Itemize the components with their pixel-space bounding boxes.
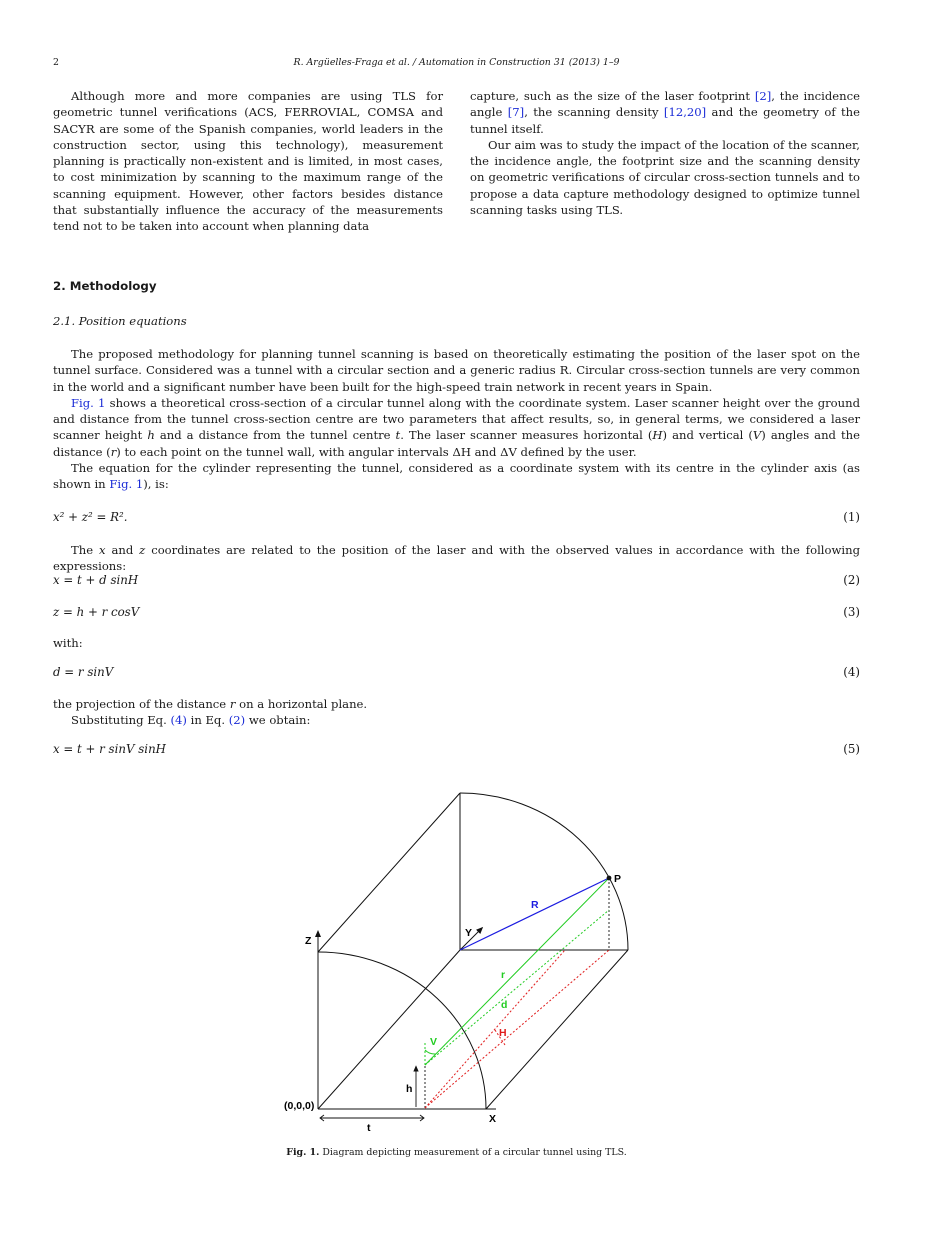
citation-link[interactable]: [12,20] — [663, 105, 707, 120]
origin-label: (0,0,0) — [284, 1100, 315, 1112]
radius-line — [460, 878, 609, 950]
x-axis-label: X — [489, 1113, 497, 1125]
figure-caption — [53, 1147, 860, 1158]
equation-3 — [53, 605, 860, 621]
subsection-title: 2.1. Position equations — [53, 314, 187, 328]
top-edge-line — [318, 793, 460, 952]
h-angle-label: H — [499, 1027, 507, 1039]
body-block-3 — [53, 635, 860, 651]
v-angle-label: V — [430, 1036, 438, 1048]
d-line — [425, 910, 609, 1065]
equation-expression: x = t + r sinV sinH — [53, 742, 166, 756]
equation-link[interactable]: (4) — [170, 713, 187, 728]
equation-2 — [53, 573, 860, 589]
body-paragraph-6: Substituting Eq. (4) in Eq. (2) we obtain: — [71, 713, 311, 728]
running-head-citation: R. Argüelles-Fraga et al. / Automation in Construction 31 (2013) 1–9 — [293, 57, 620, 68]
point-p-marker — [607, 876, 612, 881]
radius-label: R — [531, 899, 539, 911]
running-header — [53, 57, 860, 71]
z-axis-label: Z — [305, 935, 312, 947]
page-number: 2 — [53, 57, 59, 68]
t-label: t — [367, 1122, 371, 1134]
body-block-2 — [53, 542, 860, 575]
caption-text: Diagram depicting measurement of a circular tunnel using TLS. — [319, 1147, 627, 1158]
body-paragraph-5: the projection of the distance r on a horizontal plane. — [53, 697, 368, 711]
equation-number: (5) — [843, 742, 860, 756]
y-axis-label: Y — [465, 927, 473, 939]
figure-link[interactable]: Fig. 1 — [71, 395, 106, 410]
equation-number: (4) — [843, 665, 860, 679]
height-label: h — [406, 1083, 413, 1095]
intro-paragraph-right-1: capture, such as the size of the laser footprint [2], the incidence angle [7], the scanning density [12,20] and the geometry of the tunnel itself. — [470, 89, 861, 136]
v-angle-arc — [425, 1050, 436, 1054]
intro-paragraph-left: Although more and more companies are using TLS for geometric tunnel verifications (ACS, FERROVIAL, COMSA and SACYR are some of the Spanish companies, world leaders in the construction sector, using this technology), measurement planning is practically non-existent and is limited, in most cases, to cost minimization by scanning to the maximum range of the scanning equipment. However, other factors besides distance that substantially influence the accuracy of the measurements tend not to be taken into account when planning data — [53, 89, 443, 234]
equation-expression: x = t + d sinH — [53, 573, 139, 587]
h-axis-line — [425, 950, 565, 1108]
caption-label: Fig. 1. — [286, 1147, 320, 1158]
with-text: with: — [53, 636, 83, 650]
equation-expression: z = h + r cosV — [53, 605, 140, 619]
citation-link[interactable]: [7] — [507, 105, 525, 120]
tunnel-outline — [318, 793, 628, 1109]
right-column — [470, 88, 860, 218]
distance-lines — [425, 878, 609, 1065]
horizontal-angle-lines — [425, 950, 609, 1108]
front-arc — [318, 952, 486, 1109]
equation-1 — [53, 510, 860, 526]
citation-link[interactable]: [2] — [754, 89, 772, 103]
equation-number: (3) — [843, 605, 860, 619]
section-title: 2. Methodology — [53, 279, 157, 293]
left-column — [53, 88, 443, 235]
equation-number: (1) — [843, 510, 860, 524]
body-block-4 — [53, 696, 860, 729]
d-label: d — [501, 999, 508, 1011]
dimension-lines — [320, 878, 609, 1121]
body-paragraph-1: The proposed methodology for planning tunnel scanning is based on theoretically estimating the position of the laser spot on the tunnel surface. Considered was a tunnel with a circular section and a generic radius R. Circular cross-section tunnels are very common in the world and a significant number have been built for the high-speed train network in recent years in Spain. — [53, 347, 860, 394]
figure-link[interactable]: Fig. 1 — [109, 477, 144, 492]
r-label: r — [501, 969, 506, 981]
body-paragraph-2: Fig. 1 shows a theoretical cross-section of a circular tunnel along with the coordinate system. Laser scanner height over the ground and distance from the tunnel cross-section centre are two parameters that affect results, so, in general terms, we considered a laser scanner height h and a distance from the tunnel centre t. The laser scanner measures horizontal (H) and vertical (V) angles and the distance (r) to each point on the tunnel wall, with angular intervals ΔH and ΔV defined by the user. — [53, 395, 861, 459]
intro-paragraph-right-2: Our aim was to study the impact of the location of the scanner, the incidence angle, the footprint size and the scanning density on geometric verifications of circular cross-section tunnels and to propose a data capture methodology designed to optimize tunnel scanning tasks using TLS. — [470, 137, 860, 218]
body-paragraph-3: The equation for the cylinder representing the tunnel, considered as a coordinate system with its centre in the cylinder axis (as shown in Fig. 1), is: — [53, 461, 860, 492]
bottom-edge-line — [486, 950, 628, 1109]
equation-number: (2) — [843, 573, 860, 587]
equation-expression: d = r sinV — [53, 665, 114, 679]
tunnel-diagram — [270, 788, 650, 1134]
body-paragraph-4: The x and z coordinates are related to the position of the laser and with the observed values in accordance with the following expressions: — [53, 543, 860, 574]
body-block-1 — [53, 346, 860, 493]
figure-1 — [270, 788, 650, 1134]
point-p-label: P — [614, 873, 622, 885]
back-arc — [460, 793, 628, 950]
equation-expression: x² + z² = R². — [53, 510, 128, 524]
r-line — [425, 878, 609, 1065]
equation-link[interactable]: (2) — [228, 713, 246, 728]
equation-5 — [53, 742, 860, 758]
h-projection-line — [425, 950, 609, 1108]
equation-4 — [53, 665, 860, 681]
axis-diagonal-line — [318, 950, 460, 1109]
